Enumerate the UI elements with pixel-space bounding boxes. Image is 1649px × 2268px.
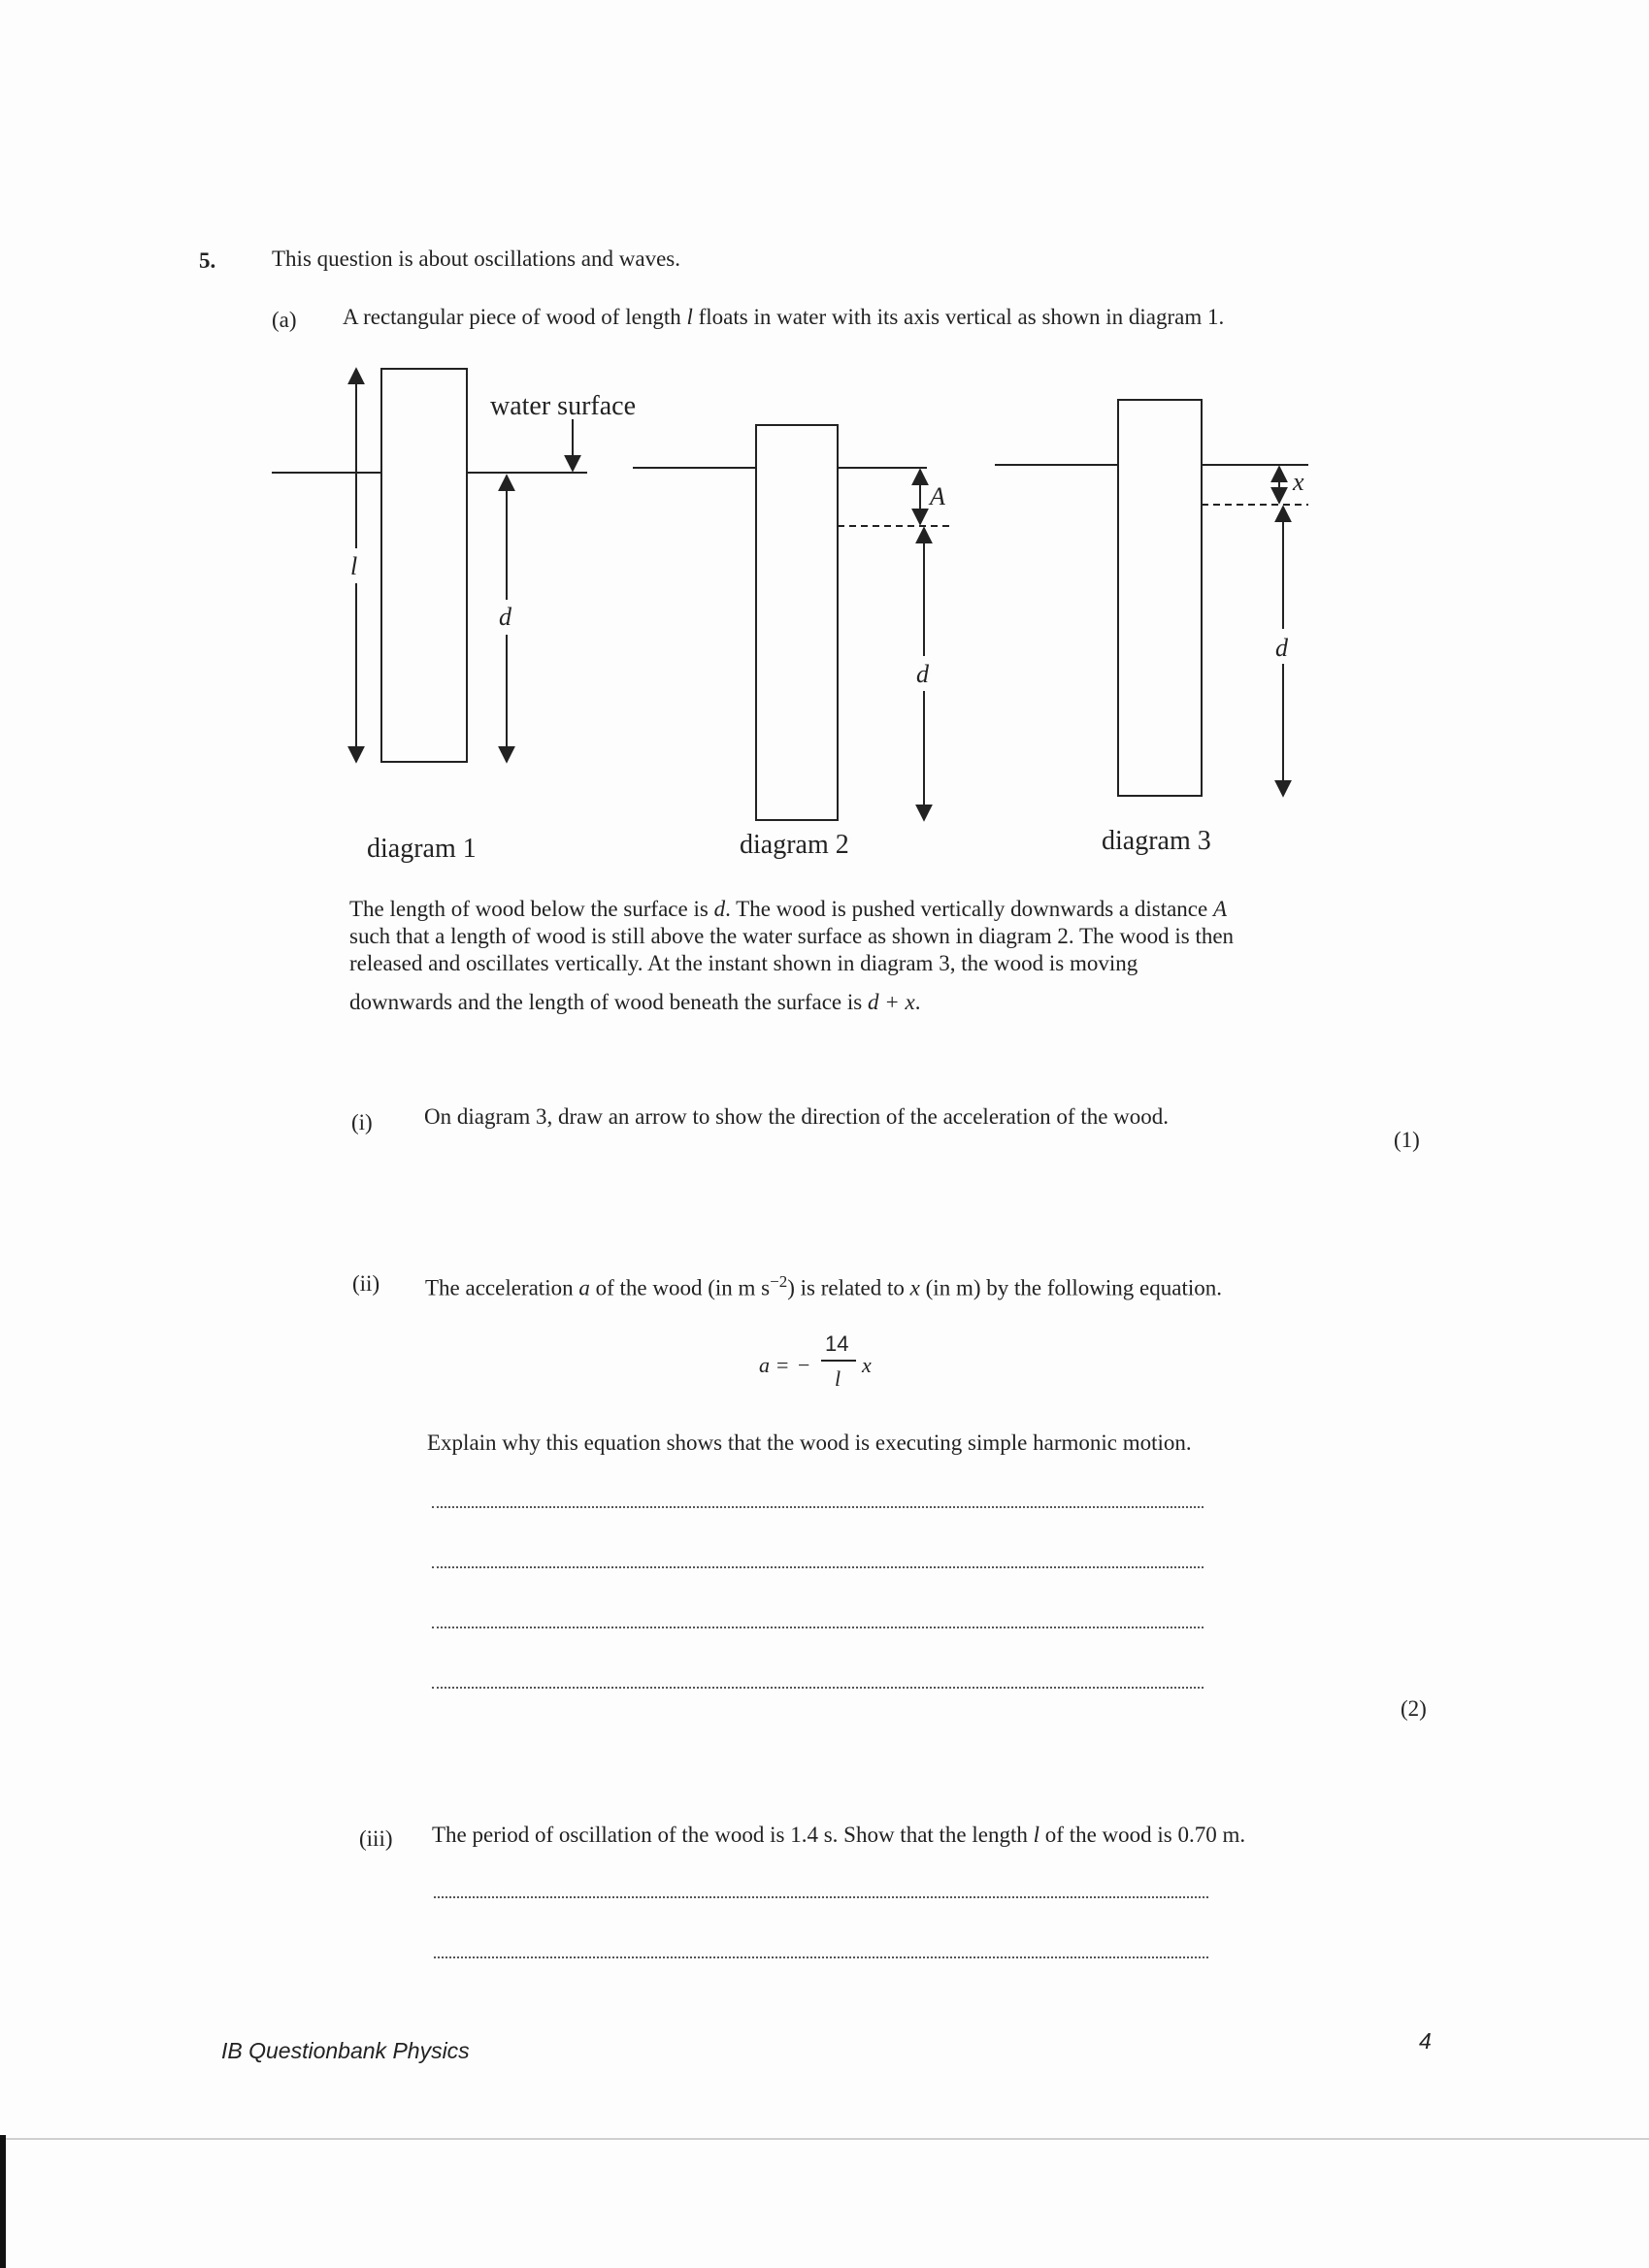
water-surface-label: water surface — [490, 391, 637, 421]
diagram3-caption: diagram 3 — [1102, 826, 1211, 856]
diagram2-wood-block — [756, 425, 838, 820]
sub-i-text: On diagram 3, draw an arrow to show the direction of the acceleration of the wood. — [424, 1104, 1170, 1129]
part-a-stem-after: floats in water with its axis vertical as shown in diagram 1. — [692, 305, 1225, 329]
sub-ii-text-c: ) is related to — [787, 1275, 910, 1300]
equation-equals: = — [776, 1353, 789, 1377]
sub-iii-text-b: of the wood is 0.70 m. — [1039, 1823, 1246, 1847]
part-a-stem — [343, 303, 1224, 332]
description-line-4 — [349, 988, 920, 1017]
diagrams-figure — [0, 349, 1649, 893]
scan-edge-line — [0, 2138, 1649, 2140]
equation-minus: − — [798, 1353, 810, 1377]
sub-iii-answer-line-1[interactable] — [434, 1896, 1208, 1898]
diagram2-caption: diagram 2 — [740, 830, 849, 860]
description-line-2: such that a length of wood is still above the water surface as shown in diagram 2. The wood is then — [349, 924, 1235, 948]
description-line-1a: The length of wood below the surface is — [349, 897, 714, 921]
sub-ii-text-d: (in m) by the following equation. — [919, 1275, 1222, 1300]
sub-ii-label: (ii) — [352, 1271, 380, 1296]
description-d: d — [713, 897, 726, 921]
sub-iii-text — [432, 1821, 1245, 1850]
diagram2-label-d: d — [916, 660, 929, 688]
equation-numerator: 14 — [825, 1331, 849, 1356]
part-a-stem-before: A rectangular piece of wood of length — [343, 305, 687, 329]
diagram1-caption: diagram 1 — [367, 834, 477, 864]
sub-iii-text-a: The period of oscillation of the wood is 1.4 s. Show that the length — [432, 1823, 1034, 1847]
sub-ii-var-a: a — [578, 1275, 590, 1300]
question-number: 5. — [199, 248, 216, 273]
sub-iii-l: l — [1033, 1823, 1040, 1847]
sub-iii-answer-line-2[interactable] — [434, 1956, 1208, 1958]
part-a-label: (a) — [272, 308, 297, 332]
description-A: A — [1212, 897, 1228, 921]
equation-denominator: l — [835, 1366, 841, 1391]
page-number: 4 — [1419, 2028, 1432, 2054]
sub-i-marks: (1) — [1394, 1128, 1420, 1152]
description-line-1 — [349, 895, 1227, 924]
part-a-stem-l: l — [686, 305, 693, 329]
sub-ii-marks: (2) — [1401, 1696, 1427, 1721]
diagram2-label-A: A — [930, 482, 945, 510]
diagram1-wood-block — [381, 369, 467, 762]
footer-source: IB Questionbank Physics — [221, 2038, 470, 2063]
sub-ii-answer-line-4[interactable] — [432, 1687, 1204, 1689]
description-line-1b: . The wood is pushed vertically downwards a distance — [725, 897, 1213, 921]
sub-ii-answer-line-2[interactable] — [432, 1566, 1204, 1568]
sub-ii-text-a: The acceleration — [425, 1275, 579, 1300]
sub-ii-explain-prompt: Explain why this equation shows that the wood is executing simple harmonic motion. — [427, 1430, 1192, 1455]
equation-fraction-bar — [821, 1360, 856, 1362]
sub-ii-answer-line-1[interactable] — [432, 1506, 1204, 1508]
sub-ii-answer-line-3[interactable] — [432, 1627, 1204, 1628]
diagram3-label-d: d — [1275, 634, 1288, 662]
diagram3-wood-block — [1118, 400, 1202, 796]
sub-iii-label: (iii) — [359, 1826, 393, 1851]
diagram1-label-d: d — [499, 603, 511, 631]
description-expr: d + x — [867, 990, 915, 1014]
diagram1-label-l: l — [350, 552, 358, 580]
sub-i-label: (i) — [351, 1110, 373, 1134]
description-line-3: released and oscillates vertically. At the instant shown in diagram 3, the wood is moving — [349, 951, 1138, 975]
question-intro: This question is about oscillations and waves. — [272, 247, 680, 271]
sub-ii-superscript: −2 — [770, 1272, 788, 1291]
equation-lhs: a — [759, 1353, 770, 1377]
sub-ii-text-b: of the wood (in m s — [589, 1275, 771, 1300]
equation-variable-x: x — [862, 1353, 872, 1377]
shm-equation — [759, 1331, 885, 1399]
description-line-4a: downwards and the length of wood beneath the surface is — [349, 990, 868, 1014]
scan-edge-bar — [0, 2135, 6, 2268]
sub-ii-var-x: x — [909, 1275, 920, 1300]
diagram3-label-x: x — [1293, 468, 1304, 496]
sub-ii-text — [425, 1267, 1222, 1303]
description-line-4b: . — [914, 990, 921, 1014]
